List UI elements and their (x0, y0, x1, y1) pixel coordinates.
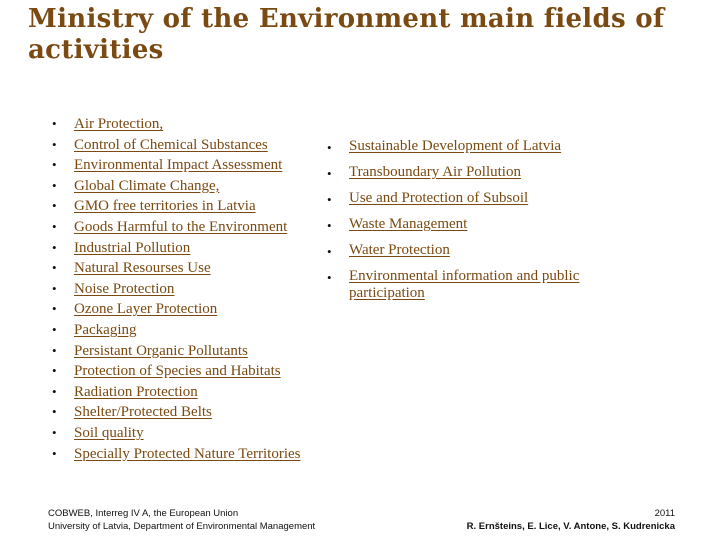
list-item (52, 238, 342, 259)
list-item (52, 258, 342, 279)
list-item (52, 299, 342, 320)
list-item (52, 135, 342, 156)
bullet-icon: • (327, 244, 332, 259)
bullet-icon: • (52, 177, 57, 193)
list-item (327, 216, 627, 233)
bullet-icon: • (52, 424, 57, 440)
footer-year: 2011 (654, 508, 675, 519)
bullet-icon: • (52, 198, 57, 214)
bullet-icon: • (327, 166, 332, 181)
bullet-icon: • (52, 404, 57, 420)
activity-link[interactable]: Transboundary Air Pollution (349, 164, 521, 180)
activity-link[interactable]: Environmental information and public participation (349, 268, 580, 301)
bullet-icon: • (52, 321, 57, 337)
bullet-icon: • (52, 301, 57, 317)
activity-link[interactable]: Protection of Species and Habitats (74, 363, 281, 380)
list-item (327, 242, 627, 259)
list-item (52, 114, 342, 135)
list-item (52, 155, 342, 176)
activity-link[interactable]: Environmental Impact Assessment (74, 157, 283, 174)
activity-link[interactable]: Noise Protection (74, 280, 175, 297)
list-item (52, 423, 342, 444)
bullet-icon: • (52, 157, 57, 173)
bullet-icon: • (327, 140, 332, 155)
list-item (52, 361, 342, 382)
list-item (52, 341, 342, 362)
list-item (52, 176, 342, 197)
activity-link[interactable]: Shelter/Protected Belts (74, 404, 212, 421)
activity-link[interactable]: Soil quality (74, 424, 144, 441)
bullet-icon: • (327, 270, 332, 285)
list-item (52, 279, 342, 300)
activity-link[interactable]: Specially Protected Nature Territories (74, 445, 301, 462)
activity-link[interactable]: Use and Protection of Subsoil (349, 190, 529, 206)
activity-link[interactable]: Packaging (74, 321, 137, 338)
bullet-icon: • (52, 342, 57, 358)
list-item (52, 402, 342, 423)
activity-link[interactable]: Sustainable Development of Latvia (349, 138, 562, 154)
activity-link[interactable]: Control of Chemical Substances (74, 136, 268, 153)
activity-link[interactable]: Radiation Protection (74, 383, 198, 400)
activity-link[interactable]: Persistant Organic Pollutants (74, 342, 248, 359)
bullet-icon: • (52, 218, 57, 234)
list-item (52, 196, 342, 217)
bullet-icon: • (52, 363, 57, 379)
left-activity-list (52, 114, 342, 464)
bullet-icon: • (52, 260, 57, 276)
list-item (327, 268, 627, 302)
list-item (327, 138, 627, 155)
footer-project-line: COBWEB, Interreg IV A, the European Union (48, 508, 239, 519)
activity-link[interactable]: Waste Management (349, 216, 468, 232)
activity-link[interactable]: Air Protection, (74, 116, 164, 132)
bullet-icon: • (52, 239, 57, 255)
bullet-icon: • (52, 280, 57, 296)
activity-link[interactable]: Goods Harmful to the Environment (74, 218, 288, 235)
bullet-icon: • (52, 445, 57, 461)
right-activity-list (327, 138, 627, 311)
bullet-icon: • (52, 116, 57, 131)
footer-credits (48, 507, 315, 533)
bullet-icon: • (52, 136, 57, 152)
activity-link[interactable]: Global Climate Change, (74, 177, 220, 194)
list-item (327, 190, 627, 207)
activity-link[interactable]: Natural Resourses Use (74, 260, 211, 277)
activity-link[interactable]: Industrial Pollution (74, 239, 191, 256)
list-item (52, 320, 342, 341)
list-item (327, 164, 627, 181)
bullet-icon: • (327, 192, 332, 207)
activity-link[interactable]: GMO free territories in Latvia (74, 198, 256, 215)
bullet-icon: • (327, 218, 332, 233)
list-item (52, 382, 342, 403)
slide-title: Ministry of the Environment main fields of activities (28, 4, 665, 65)
list-item (52, 217, 342, 238)
bullet-icon: • (52, 383, 57, 399)
list-item (52, 444, 342, 465)
activity-link[interactable]: Ozone Layer Protection (74, 301, 218, 318)
activity-link[interactable]: Water Protection (349, 242, 450, 258)
footer-institution-line: University of Latvia, Department of Environmental Management (48, 521, 316, 532)
footer-authors-block (467, 507, 675, 533)
footer-authors: R. Ernšteins, E. Lice, V. Antone, S. Kudrenicka (466, 521, 675, 532)
